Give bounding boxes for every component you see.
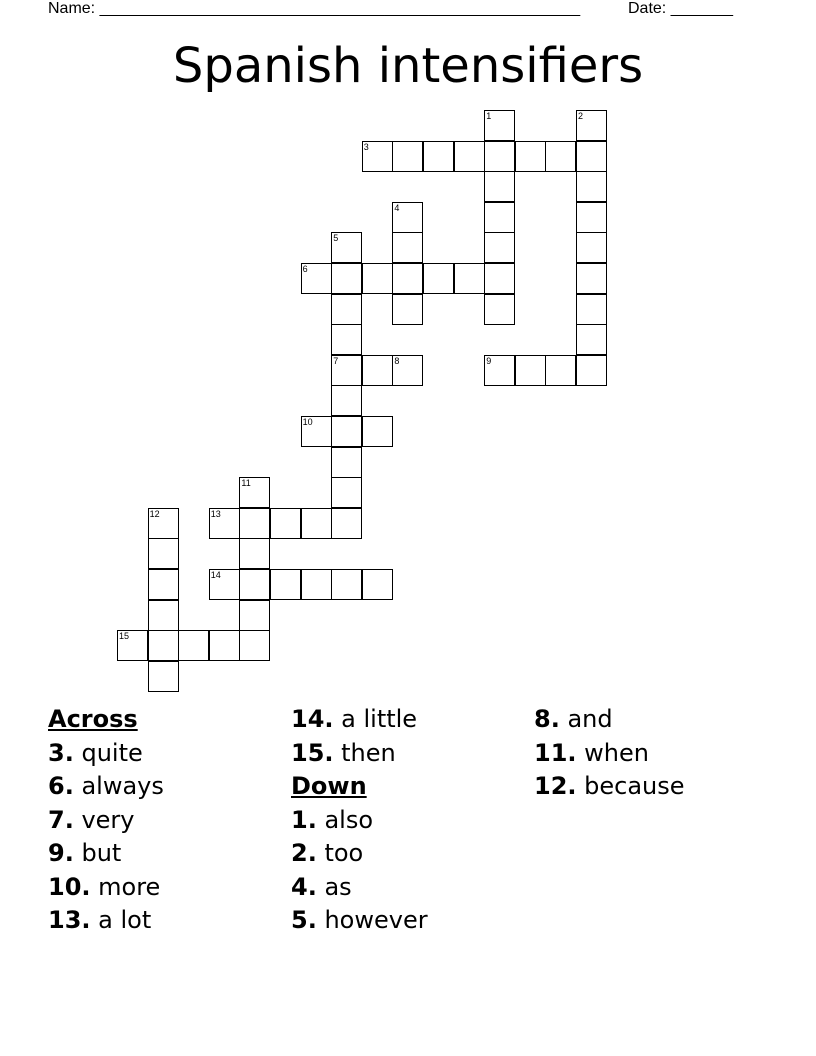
- crossword-cell[interactable]: [331, 355, 362, 386]
- clue-heading-across: Across: [48, 705, 138, 733]
- crossword-cell[interactable]: [454, 141, 485, 172]
- crossword-cell[interactable]: [362, 416, 393, 447]
- clue-number: 14.: [291, 705, 334, 733]
- crossword-cell[interactable]: [576, 202, 607, 233]
- clue-text: more: [90, 872, 161, 901]
- clue-text: however: [316, 906, 428, 934]
- clue-text: but: [73, 839, 122, 867]
- crossword-cell[interactable]: [484, 355, 515, 386]
- crossword-cell[interactable]: [331, 385, 362, 416]
- cell-number: 14: [210, 570, 221, 580]
- clue-item: [291, 871, 428, 905]
- crossword-cell[interactable]: [331, 324, 362, 355]
- clue-item: [48, 904, 164, 938]
- crossword-cell[interactable]: [117, 630, 148, 661]
- crossword-cell[interactable]: [331, 508, 362, 539]
- crossword-cell[interactable]: [331, 569, 362, 600]
- crossword-cell[interactable]: [515, 141, 546, 172]
- clue-item: [534, 737, 685, 771]
- crossword-cell[interactable]: [392, 355, 423, 386]
- crossword-cell[interactable]: [209, 630, 240, 661]
- crossword-cell[interactable]: [148, 508, 179, 539]
- clue-number: 7.: [48, 805, 74, 834]
- crossword-cell[interactable]: [239, 600, 270, 631]
- clue-text: because: [576, 772, 685, 800]
- crossword-cell[interactable]: [301, 569, 332, 600]
- cell-number: 13: [210, 508, 221, 519]
- crossword-cell[interactable]: [484, 263, 515, 294]
- crossword-cell[interactable]: [148, 661, 179, 692]
- crossword-cell[interactable]: [545, 355, 576, 386]
- clue-number: 11.: [534, 738, 577, 767]
- clue-number: 10.: [48, 872, 91, 901]
- cell-number: 3: [363, 141, 369, 152]
- crossword-cell[interactable]: [484, 202, 515, 233]
- clue-item: [48, 804, 164, 838]
- crossword-cell[interactable]: [362, 141, 393, 172]
- crossword-cell[interactable]: [239, 477, 270, 508]
- crossword-cell[interactable]: [576, 324, 607, 355]
- crossword-cell[interactable]: [239, 569, 270, 600]
- crossword-cell[interactable]: [392, 232, 423, 263]
- clue-number: 9.: [48, 839, 74, 867]
- cell-number: 10: [302, 417, 313, 427]
- clue-column-3: [534, 703, 685, 804]
- clue-text: always: [73, 772, 164, 800]
- crossword-cell[interactable]: [270, 508, 301, 539]
- clue-text: and: [559, 705, 613, 733]
- crossword-cell[interactable]: [331, 232, 362, 263]
- date-field-label: Date: _______: [628, 0, 733, 17]
- clue-item: [48, 871, 164, 905]
- clue-number: 6.: [48, 772, 74, 800]
- crossword-cell[interactable]: [209, 508, 240, 539]
- clue-text: quite: [73, 738, 143, 767]
- cell-number: 7: [333, 355, 339, 366]
- clue-item: [534, 703, 685, 737]
- clue-item: [48, 737, 164, 771]
- clue-text: a lot: [90, 906, 152, 934]
- cell-number: 4: [394, 202, 400, 213]
- crossword-cell[interactable]: [576, 355, 607, 386]
- crossword-cell[interactable]: [148, 569, 179, 600]
- crossword-cell[interactable]: [362, 263, 393, 294]
- crossword-cell[interactable]: [484, 232, 515, 263]
- clue-text: as: [316, 872, 352, 901]
- crossword-cell[interactable]: [331, 416, 362, 447]
- crossword-cell[interactable]: [239, 508, 270, 539]
- clue-item: [48, 770, 164, 804]
- crossword-cell[interactable]: [301, 416, 332, 447]
- cell-number: 15: [119, 631, 130, 642]
- cell-number: 11: [241, 478, 251, 489]
- clue-number: 3.: [48, 738, 74, 767]
- clue-text: also: [316, 805, 374, 834]
- clue-number: 8.: [534, 705, 560, 733]
- clue-number: 1.: [291, 805, 317, 834]
- crossword-cell[interactable]: [392, 202, 423, 233]
- clue-text: a little: [333, 705, 418, 733]
- name-field-label: Name: ______________________________________________________: [48, 0, 581, 17]
- crossword-cell[interactable]: [454, 263, 485, 294]
- crossword-cell[interactable]: [576, 263, 607, 294]
- clue-number: 13.: [48, 906, 91, 934]
- crossword-cell[interactable]: [148, 630, 179, 661]
- clue-heading-down: Down: [291, 772, 367, 800]
- clue-text: then: [333, 738, 396, 767]
- crossword-cell[interactable]: [331, 477, 362, 508]
- clue-text: when: [576, 738, 649, 767]
- crossword-cell[interactable]: [484, 141, 515, 172]
- clue-number: 12.: [534, 772, 577, 800]
- clue-number: 15.: [291, 738, 334, 767]
- crossword-cell[interactable]: [545, 141, 576, 172]
- crossword-cell[interactable]: [331, 294, 362, 325]
- clue-item: [291, 737, 428, 771]
- crossword-cell[interactable]: [484, 294, 515, 325]
- crossword-cell[interactable]: [301, 508, 332, 539]
- cell-number: 9: [486, 355, 492, 366]
- clue-item: [291, 804, 428, 838]
- clue-item: [48, 837, 164, 871]
- crossword-cell[interactable]: [239, 630, 270, 661]
- crossword-cell[interactable]: [423, 141, 454, 172]
- crossword-cell[interactable]: [576, 141, 607, 172]
- cell-number: 12: [149, 508, 160, 519]
- crossword-cell[interactable]: [270, 569, 301, 600]
- clue-number: 5.: [291, 906, 317, 934]
- clue-column-1: [48, 703, 164, 938]
- cell-number: 8: [394, 355, 400, 366]
- cell-number: 2: [578, 111, 584, 121]
- crossword-cell[interactable]: [178, 630, 209, 661]
- page-title: Spanish intensifiers: [172, 38, 644, 94]
- clue-item: [534, 770, 685, 804]
- clue-item: [291, 904, 428, 938]
- crossword-cell[interactable]: [484, 110, 515, 141]
- cell-number: 5: [333, 233, 339, 244]
- crossword-cell[interactable]: [484, 171, 515, 202]
- crossword-cell[interactable]: [515, 355, 546, 386]
- crossword-cell[interactable]: [362, 355, 393, 386]
- clue-item: [291, 703, 428, 737]
- crossword-cell[interactable]: [576, 171, 607, 202]
- clue-number: 2.: [291, 839, 317, 867]
- clue-item: [291, 837, 428, 871]
- crossword-cell[interactable]: [576, 232, 607, 263]
- clue-column-2: [291, 703, 428, 938]
- crossword-cell[interactable]: [392, 141, 423, 172]
- crossword-cell[interactable]: [576, 110, 607, 141]
- crossword-cell[interactable]: [239, 538, 270, 569]
- clue-text: too: [316, 839, 364, 867]
- cell-number: 1: [486, 111, 492, 121]
- crossword-cell[interactable]: [331, 263, 362, 294]
- crossword-cell[interactable]: [423, 263, 454, 294]
- crossword-cell[interactable]: [331, 447, 362, 478]
- crossword-cell[interactable]: [148, 538, 179, 569]
- crossword-cell[interactable]: [148, 600, 179, 631]
- crossword-cell[interactable]: [392, 263, 423, 294]
- clue-text: very: [73, 805, 135, 834]
- crossword-cell[interactable]: [362, 569, 393, 600]
- cell-number: 6: [302, 264, 308, 274]
- crossword-cell[interactable]: [209, 569, 240, 600]
- clue-number: 4.: [291, 872, 317, 901]
- crossword-cell[interactable]: [392, 294, 423, 325]
- crossword-cell[interactable]: [301, 263, 332, 294]
- crossword-cell[interactable]: [576, 294, 607, 325]
